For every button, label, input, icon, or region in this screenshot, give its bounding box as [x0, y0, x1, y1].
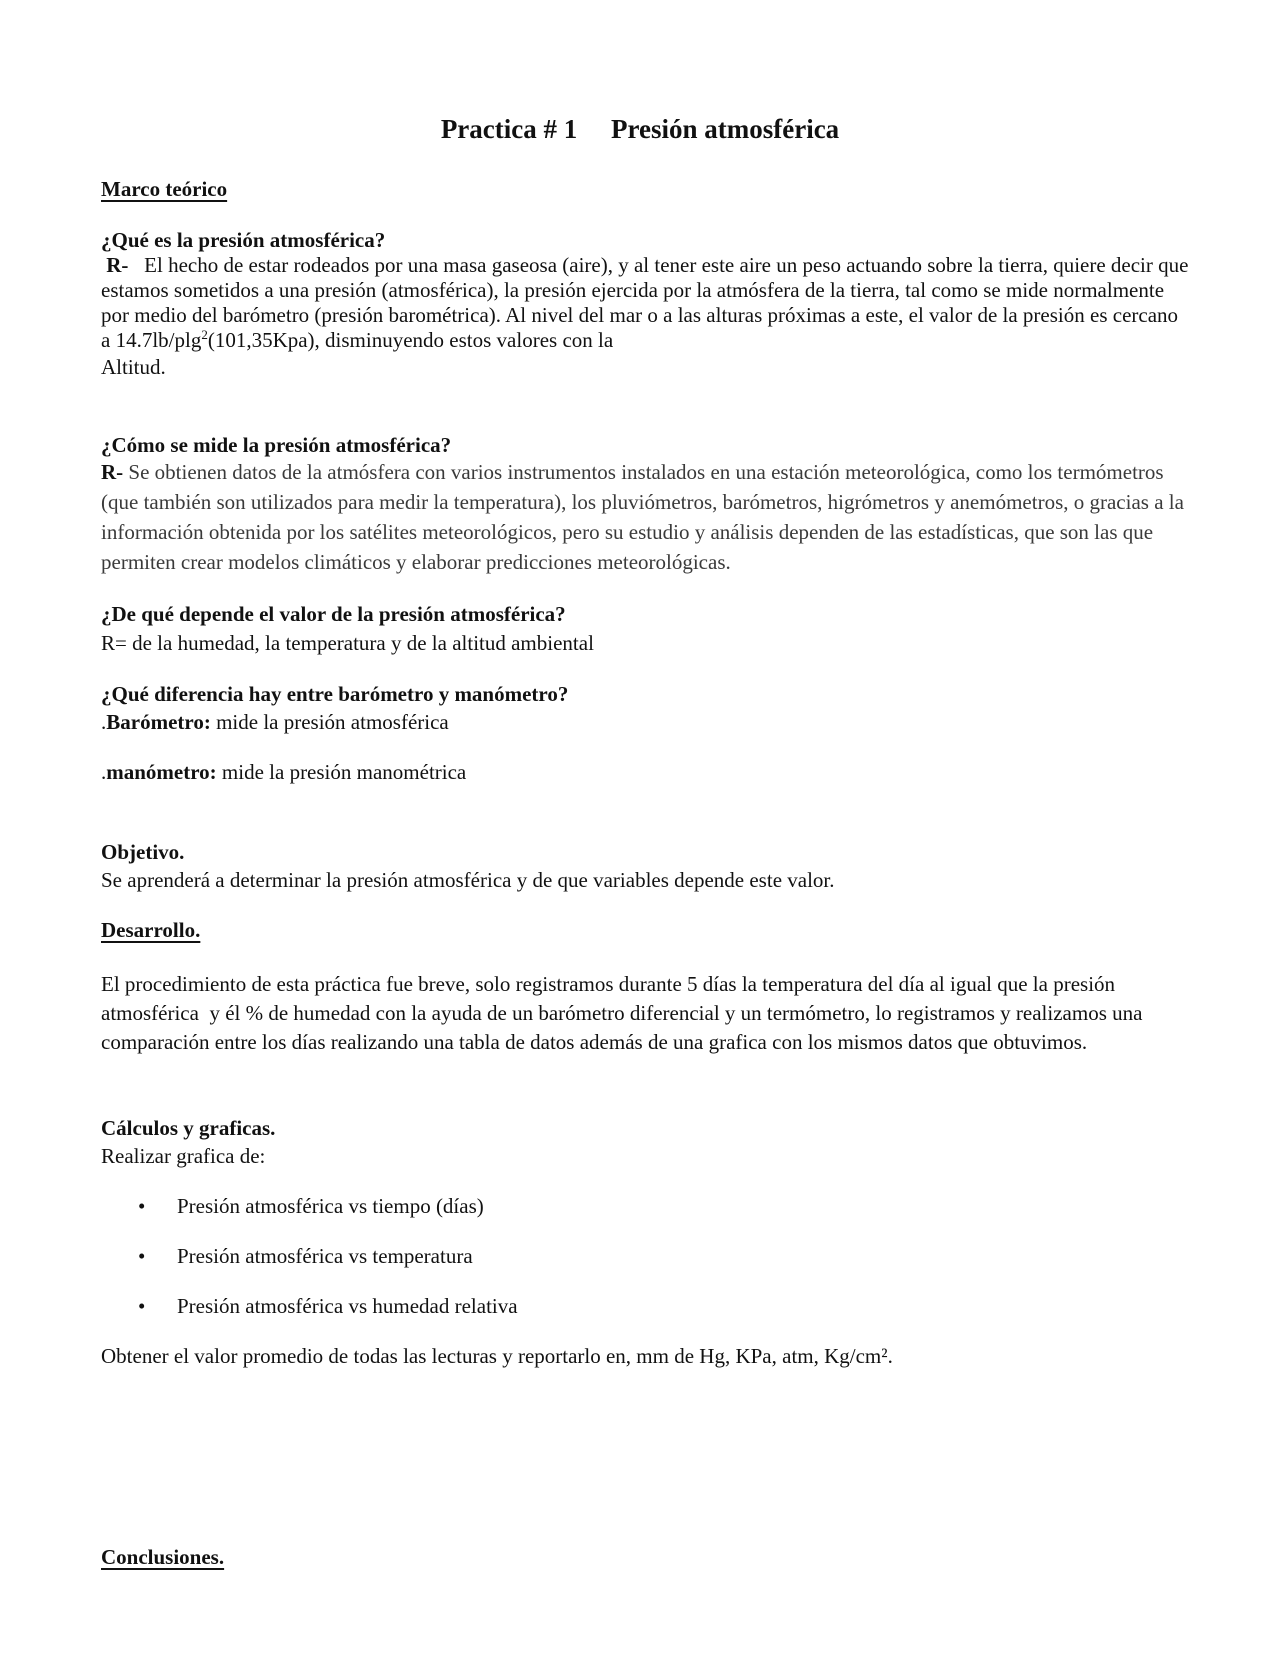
page-title: Practica # 1 Presión atmosférica — [440, 114, 840, 144]
calculos-intro: Realizar grafica de: — [101, 1144, 266, 1168]
bullet-icon: • — [138, 1294, 146, 1318]
answer-text: Se obtienen datos de la atmósfera con varios instrumentos instalados en una estación meteorológica, como los termómetros (que también son utilizados para medir la temperatura), los pluviómetros, barómetros, higrómetros y anemómetros, o gracias a la información obtenida por los satélites meteorológicos, pero su estudio y análisis dependen de las estadísticas, que son las que permiten crear modelos climáticos y elaborar predicciones meteorológicas. — [101, 460, 1184, 574]
answer-text: El hecho de estar rodeados por una masa gaseosa (aire), y al tener este aire un peso actuando sobre la tierra, quiere decir que estamos sometidos a una presión (atmosférica), la presión ejercida por la atmósfera de la tierra, tal como se mide normalmente por medio del barómetro (presión barométrica). Al nivel del mar o a las alturas próximas a este, el valor de la presión es cercano a 14.7lb/plg — [101, 253, 1194, 352]
definition-prefix: . — [101, 710, 107, 734]
section-heading-conclusiones: Conclusiones. — [101, 1545, 225, 1569]
answer-de-que-depende: R= de la humedad, la temperatura y de la altitud ambiental — [101, 631, 594, 655]
answer-text-continued: (101,35Kpa), disminuyendo estos valores con la — [207, 328, 614, 352]
section-heading-calculos: Cálculos y graficas. — [101, 1116, 276, 1140]
answer-como-se-mide — [101, 457, 1191, 577]
definition-term: Barómetro: — [106, 710, 211, 734]
question-como-se-mide: ¿Cómo se mide la presión atmosférica? — [101, 433, 452, 457]
section-heading-marco-teorico: Marco teórico — [101, 177, 228, 201]
definition-text: mide la presión manométrica — [216, 760, 467, 784]
bullet-icon: • — [138, 1244, 146, 1268]
definition-prefix: . — [101, 760, 107, 784]
answer-que-es-presion — [101, 253, 1194, 353]
bullet-icon: • — [138, 1194, 146, 1218]
section-heading-objetivo: Objetivo. — [101, 840, 185, 864]
answer-prefix: R- — [101, 253, 129, 277]
definition-manometro — [101, 760, 1191, 785]
answer-altitud-line: Altitud. — [101, 355, 166, 379]
calculos-closing: Obtener el valor promedio de todas las lecturas y reportarlo en, mm de Hg, KPa, atm, Kg/cm². — [101, 1344, 893, 1368]
objetivo-text: Se aprenderá a determinar la presión atmosférica y de que variables depende este valor. — [101, 868, 835, 892]
question-de-que-depende: ¿De qué depende el valor de la presión atmosférica? — [101, 602, 566, 626]
section-heading-desarrollo: Desarrollo. — [101, 918, 201, 942]
list-item-text: Presión atmosférica vs humedad relativa — [177, 1294, 518, 1318]
question-diferencia-barometro-manometro: ¿Qué diferencia hay entre barómetro y manómetro? — [101, 682, 569, 706]
superscript-two: 2 — [201, 327, 208, 342]
answer-prefix: R- — [101, 460, 124, 484]
definition-barometro — [101, 710, 1191, 735]
question-que-es-presion: ¿Qué es la presión atmosférica? — [101, 228, 386, 252]
list-item-text: Presión atmosférica vs temperatura — [177, 1244, 473, 1268]
desarrollo-text: El procedimiento de esta práctica fue breve, solo registramos durante 5 días la temperatura del día al igual que la presión atmosférica y él % de humedad con la ayuda de un barómetro diferencial y un termómetro, lo registramos y realizamos una comparación entre los días realizando una tabla de datos además de una grafica con los mismos datos que obtuvimos. — [101, 972, 1148, 1054]
definition-term: manómetro: — [106, 760, 217, 784]
list-item-text: Presión atmosférica vs tiempo (días) — [177, 1194, 484, 1218]
definition-text: mide la presión atmosférica — [210, 710, 449, 734]
